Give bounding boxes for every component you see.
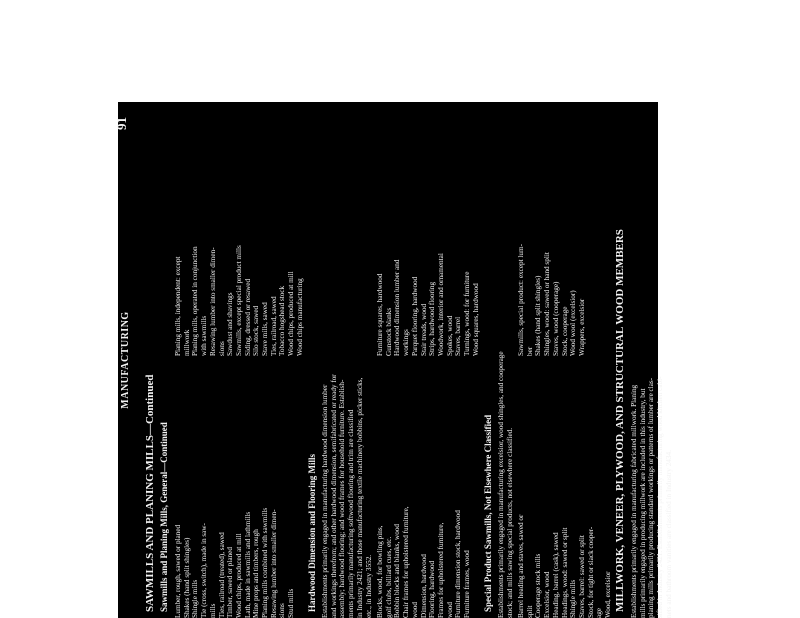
list-item: Cooperage stock mills (534, 553, 543, 618)
list-item: Blocks, wood, for bowling pins, (376, 525, 384, 618)
special-right-list (517, 106, 587, 356)
list-item: Stock, for tight or slack cooper- (586, 526, 595, 618)
list-item: Siding, dressed or resawed (243, 278, 252, 356)
text-line: stock; and mills sawing special products, not elsewhere classified. (505, 427, 514, 618)
hardwood-left-list (376, 368, 472, 618)
list-item: Planing mills combined with sawmills (261, 507, 270, 618)
list-item: Resawing lumber into smaller dimen- (269, 509, 278, 618)
list-item: Wood squares, hardwood (471, 283, 480, 356)
text-line: planing mills primarily producing standard workings or patterns of lumber are clas- (647, 377, 656, 618)
list-item: Turnings, wood: for furniture (463, 271, 472, 356)
millwork-paragraph (630, 106, 674, 618)
list-item: Shingle mills (569, 579, 578, 618)
list-item: Gunstock blanks (384, 307, 393, 356)
text-line: Establishments primarily engaged in manufacturing fabricated millwork. Planing (630, 384, 638, 618)
list-item: Sawmills, except special product mills (234, 245, 243, 356)
text-line: ments primarily manufacturing softwood flooring and trim are classified (347, 409, 356, 618)
millwork-heading: MILLWORK, VENEER, PLYWOOD, AND STRUCTURAL WOOD MEMBERS (614, 229, 626, 612)
list-item: Lumber, rough, sawed or planed (174, 524, 182, 618)
special-left-list (517, 368, 613, 618)
right-list (174, 106, 305, 356)
list-item: ber (525, 346, 534, 356)
list-item: Stud mills (287, 588, 296, 618)
list-item: split (525, 605, 534, 618)
list-item: age (595, 608, 604, 618)
text-line: etc., in Industry 3552. (364, 554, 373, 618)
list-item: Planing mills, operated in conjunction (191, 246, 200, 356)
list-item: Stock, cooperage (560, 306, 569, 356)
list-item: wood (445, 602, 454, 618)
list-item: Barrel heading and staves, sawed or (517, 514, 525, 618)
list-item: Chair frames for upholstered furniture, (402, 506, 411, 618)
list-item: with sawmills (200, 315, 209, 356)
list-item: Furniture squares, hardwood (376, 273, 384, 356)
list-item: Wood chips manufacturing (295, 278, 304, 356)
list-item: mills (208, 603, 217, 618)
list-item: Staves, wood (cooperage) (551, 281, 560, 356)
list-item: Excelsior, wood (543, 571, 552, 618)
list-item: Tobacco hogshead stock (278, 285, 287, 356)
text-line: nets and bathroom vanities are classified in Industry 2434. (664, 450, 673, 618)
list-item: millwork (182, 329, 191, 356)
list-item: wood (410, 602, 419, 618)
text-line: mills primarily engaged in producing millwork are included in this industry, but (638, 388, 647, 618)
list-item: Wood wool (excelsior) (569, 290, 578, 356)
hardwood-heading: Hardwood Dimension and Flooring Mills (307, 453, 317, 612)
list-item: Mine props and timbers, rough (252, 529, 261, 618)
hardwood-paragraph (321, 106, 373, 618)
list-item: Headings, wood: sawed or split (560, 527, 569, 618)
list-item: Tie (cross, switch), made in saw- (200, 523, 209, 618)
list-item: Ties, railroad, sawed (269, 296, 278, 356)
list-item: Sawmills, special product: except lum- (517, 244, 525, 356)
scanned-page (114, 102, 673, 618)
rotated-page-content (114, 102, 673, 618)
list-item: Shakes (hand split shingles) (534, 275, 543, 356)
list-item: Bobbin blocks and blanks, wood (393, 523, 402, 618)
text-line: in Industry 2421; and those manufacturing textile machinery bobbins, picker sticks, (355, 377, 364, 618)
list-item: Shingle mills (191, 579, 200, 618)
list-item: Sawdust and shavings (226, 292, 235, 356)
list-item: Wood chips, produced at mill (287, 271, 296, 356)
text-line: assembly; hardwood flooring; and wood frames for household furniture. Establish- (338, 379, 347, 618)
list-item: Silo stock, sawed (252, 305, 261, 356)
list-item: Stair treads, wood (419, 303, 428, 356)
list-item: Staves, barrel (454, 316, 463, 356)
list-item: Hardwood dimension lumber and (393, 259, 402, 356)
group-heading: Sawmills and Planing Mills, General—Continued (159, 422, 169, 612)
special-paragraph (497, 106, 514, 618)
list-item: Wood chips, produced at mill (234, 533, 243, 618)
list-item: Planing mills, independent: except (174, 256, 182, 356)
list-item: Resawing lumber into smaller dimen- (208, 247, 217, 356)
list-item: Lath, made in sawmills and lathmills (243, 511, 252, 618)
page-number: 91 (114, 117, 129, 130)
list-item: Wrappers, excelsior (577, 298, 586, 356)
list-item: Furniture dimension stock, hardwood (454, 510, 463, 618)
list-item: Frames for upholstered furniture, (436, 522, 445, 618)
list-item: Shakes (hand split shingles) (182, 537, 191, 618)
list-item: Staves, barrel: sawed or split (577, 535, 586, 618)
list-item: golf clubs, billiard cues, etc. (384, 536, 393, 618)
text-line: Establishments primarily engaged in manufacturing hardwood dimension lumber (321, 384, 329, 618)
list-item: sions (217, 341, 226, 356)
list-item: Stave mills, sawed (261, 302, 270, 356)
list-item: Strips, hardwood flooring (428, 281, 437, 356)
special-heading: Special Product Sawmills, Not Elsewhere Classified (483, 414, 493, 612)
list-item: workings (402, 329, 411, 356)
list-item: Parquet flooring, hardwood (410, 276, 419, 356)
list-item: Spokes, wood (445, 315, 454, 356)
list-item: Flooring, hardwood (428, 560, 437, 618)
text-line: and workings therefrom; and other hardwood dimension, semifabricated or ready for (329, 374, 338, 618)
list-item: Timber, sawed or planed (226, 547, 235, 618)
list-item: Wood, excelsior (604, 571, 613, 618)
hardwood-right-list (376, 106, 480, 356)
list-item: Heading, barrel (cask), sawed (551, 532, 560, 618)
list-item: Dimension, hardwood (419, 554, 428, 618)
list-item: Shingles, wood: sawed or hand split (543, 252, 552, 356)
text-line: sified in Industry 2421. Establishments primarily manufacturing wood kitchen cabi- (656, 376, 665, 618)
list-item: Woodwork, interior and ornamental (436, 253, 445, 356)
continued-heading: SAWMILLS AND PLANING MILLS—Continued (144, 374, 156, 612)
text-line: Establishments primarily engaged in manufacturing excelsior, wood shingles, and cooperage (497, 351, 505, 618)
left-list (174, 368, 296, 618)
running-head: MANUFACTURING (120, 311, 131, 409)
list-item: Ties, railroad (treated), sawed (217, 532, 226, 618)
list-item: Furniture frames, wood (463, 550, 472, 618)
list-item: sions (278, 603, 287, 618)
